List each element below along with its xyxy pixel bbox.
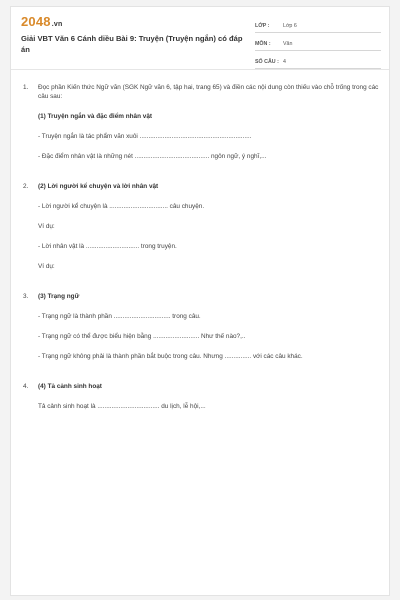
meta-value: Văn	[283, 41, 293, 47]
logo-suffix: .vn	[51, 21, 63, 28]
question-text: Đọc phần Kiến thức Ngữ văn (SGK Ngữ văn 6, tập hai, trang 65) và điền các nội dung còn thiếu vào chỗ trống trong các câu sau:	[38, 84, 379, 100]
document-title: Giải VBT Văn 6 Cánh diều Bài 9: Truyện (Truyện ngắn) có đáp án	[21, 34, 243, 54]
fill-in-line: - Truyện ngắn là tác phẩm văn xuôi ...............................................................	[38, 133, 252, 140]
question-content	[38, 292, 383, 372]
worksheet-header	[11, 7, 389, 70]
meta-label: MÔN :	[255, 41, 271, 47]
section-heading: (4) Tả cảnh sinh hoạt	[38, 383, 102, 390]
section-heading: (2) Lời người kể chuyện và lời nhân vật	[38, 183, 159, 190]
worksheet-page	[10, 6, 390, 596]
section-heading: (1) Truyện ngắn và đặc điểm nhân vật	[38, 113, 152, 120]
question-content	[38, 182, 383, 282]
meta-row-grade	[255, 16, 381, 33]
fill-in-line: - Trạng ngữ có thể được biểu hiện bằng .......................... Như thế nào?,..	[38, 333, 246, 340]
question-2	[23, 182, 383, 282]
question-3	[23, 292, 383, 372]
site-logo[interactable]	[21, 14, 62, 29]
fill-in-line: - Lời nhân vật là .............................. trong truyện.	[38, 243, 177, 250]
question-number: 1.	[23, 84, 29, 91]
question-4	[23, 382, 383, 422]
question-number: 3.	[23, 293, 29, 300]
question-number: 2.	[23, 183, 29, 190]
fill-in-line: - Lời người kể chuyện là ................................. câu chuyện.	[38, 203, 205, 210]
fill-in-line: - Trạng ngữ là thành phần ................................ trong câu.	[38, 313, 201, 320]
meta-panel	[255, 16, 381, 70]
logo-text: 2048	[21, 14, 51, 29]
example-label: Ví dụ:	[38, 263, 55, 270]
meta-value: Lớp 6	[283, 23, 297, 29]
meta-label: SỐ CÂU :	[255, 59, 279, 65]
worksheet-body	[23, 83, 383, 432]
question-content	[38, 83, 383, 172]
question-number: 4.	[23, 383, 29, 390]
question-content	[38, 382, 383, 422]
meta-row-subject	[255, 34, 381, 51]
fill-in-line: - Đặc điểm nhân vật là những nét .......................................... ngôn ngữ, ý nghĩ,...	[38, 153, 267, 160]
section-heading: (3) Trạng ngữ	[38, 293, 80, 300]
fill-in-line: - Trạng ngữ không phải là thành phần bắt buộc trong câu. Nhưng ............... với các câu khác.	[38, 353, 303, 360]
fill-in-line: Tả cảnh sinh hoạt là ................................... du lịch, lễ hội,...	[38, 403, 206, 410]
question-1	[23, 83, 383, 172]
meta-label: LỚP :	[255, 23, 270, 29]
meta-row-question-count	[255, 52, 381, 69]
example-label: Ví dụ:	[38, 223, 55, 230]
meta-value: 4	[283, 59, 286, 65]
